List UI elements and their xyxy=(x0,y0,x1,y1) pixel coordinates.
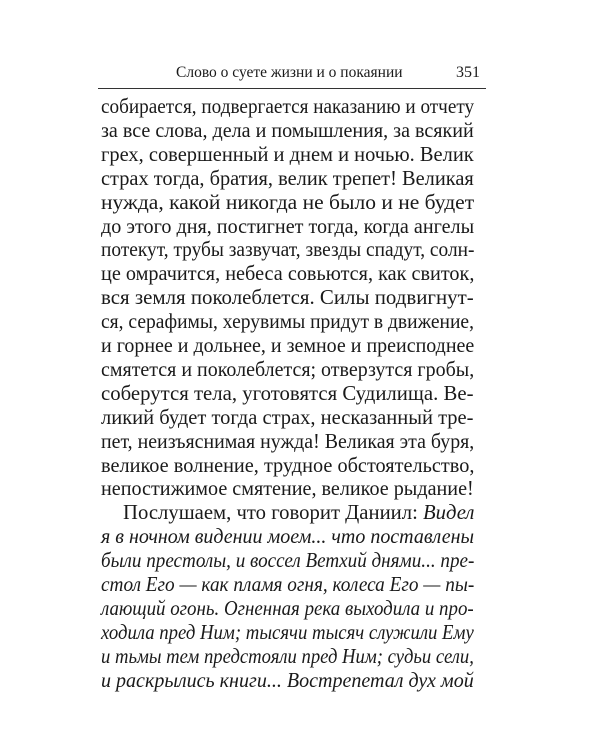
header-rule xyxy=(98,88,486,89)
text-line-content: непостижимое смятение, великое рыдание! xyxy=(101,476,474,501)
text-line-content: лающий огонь. Огненная река выходила и про- xyxy=(101,595,474,620)
text-line-content: я в ночном видении моем... что поставлены xyxy=(101,524,475,549)
page-number: 351 xyxy=(456,64,480,81)
text-line-content: ся, серафимы, херувимы придут в движение, xyxy=(101,309,474,334)
text-line-content: до этого дня, постигнет тогда, когда ангелы xyxy=(101,213,475,238)
text-line xyxy=(101,667,474,694)
text-line-content: соберутся тела, уготовятся Судилища. Ве- xyxy=(101,380,474,405)
text-line-content: Послушаем, что говорит Даниил: xyxy=(123,500,424,525)
text-line-content: за все слова, дела и помышления, за всякий xyxy=(101,117,474,142)
text-line-content: и тьмы тем предстояли пред Ним; судьи сели, xyxy=(101,643,474,668)
text-line-content: пет, неизъяснимая нужда! Великая эта буря, xyxy=(101,428,475,453)
text-line-content: ликий будет тогда страх, несказанный тре- xyxy=(101,404,474,429)
text-line-italic-tail: Видел xyxy=(423,500,475,525)
text-line-content: собирается, подвергается наказанию и отчету xyxy=(101,94,475,118)
text-line-content: ходила пред Ним; тысячи тысяч служили Ему xyxy=(101,619,474,644)
text-line-content: и раскрылись книги... Вострепетал дух мой xyxy=(101,667,474,692)
text-line-content: потекут, трубы зазвучат, звезды спадут, солн- xyxy=(101,237,475,262)
text-line-content: нужда, какой никогда не было и не будет xyxy=(101,189,475,214)
text-line-content: це омрачится, небеса совьются, как свиток, xyxy=(101,261,475,286)
running-head-title: Слово о суете жизни и о покаянии xyxy=(176,64,403,81)
text-line-content: вся земля поколеблется. Силы подвигнут- xyxy=(101,285,474,310)
text-line-content: великое волнение, трудное обстоятельство, xyxy=(101,452,475,477)
text-line-content: смятется и поколеблется; отверзутся гробы, xyxy=(101,356,475,381)
text-line-content: грех, совершенный и днем и ночью. Велик xyxy=(101,141,474,166)
text-line-content: и горнее и дольнее, и земное и преисподнее xyxy=(101,333,475,357)
text-line-content: страх тогда, братия, велик трепет! Великая xyxy=(101,165,474,190)
text-line-content: стол Его — как пламя огня, колеса Его — пы- xyxy=(101,572,475,596)
text-line-content: были престолы, и воссел Ветхий днями... пре- xyxy=(101,548,475,573)
running-head xyxy=(98,62,486,84)
